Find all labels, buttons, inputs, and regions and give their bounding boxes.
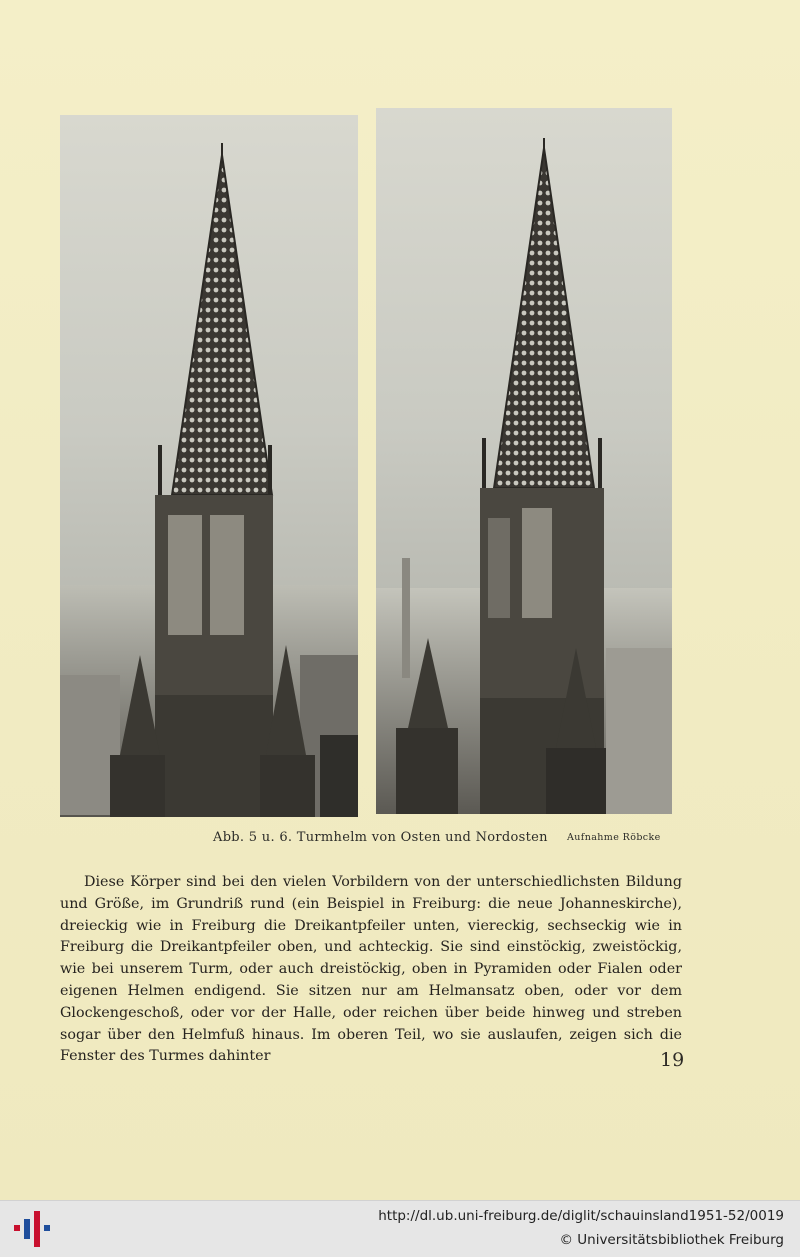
ub-freiburg-logo-icon	[12, 1207, 52, 1251]
tower-east-image	[60, 115, 358, 817]
body-paragraph: Diese Körper sind bei den vielen Vorbildern von der unterschiedlichsten Bildung und Größe, im Grundriß rund (ein Beispiel in Freiburg: die neue Johanneskirche), dreieckig wie in Freiburg die Dreikantpfeiler unten, viereckig, sechseckig wie in Freiburg die Dreikantpfeiler oben, und achteckig. Sie sind einstöckig, zweistöckig, wie bei unserem Turm, oder auch dreistöckig, oben in Pyramiden oder Fialen oder eigenen Helmen endigend. Sie sitzen nur am Helmansatz oben, oder vor dem Glockengeschoß, oder vor der Halle, oder reichen über beide hinweg und streben sogar über den Helmfuß hinaus. Im oberen Teil, wo sie auslaufen, zeigen sich die Fenster des Turmes dahinter	[60, 874, 682, 1065]
photo-credit: Aufnahme Röbcke	[567, 832, 661, 843]
tower-northeast-image	[376, 108, 672, 814]
page-number: 19	[660, 1049, 685, 1071]
tower-photo-east	[60, 115, 358, 817]
figure-caption: Abb. 5 u. 6. Turmhelm von Osten und Nordosten	[213, 830, 548, 845]
digital-library-footer	[0, 1200, 800, 1257]
tower-photo-northeast	[376, 108, 672, 814]
copyright-notice: © Universitätsbibliothek Freiburg	[559, 1232, 784, 1248]
source-url-link[interactable]: http://dl.ub.uni-freiburg.de/diglit/schauinsland1951-52/0019	[378, 1208, 784, 1224]
body-text	[60, 872, 682, 1068]
